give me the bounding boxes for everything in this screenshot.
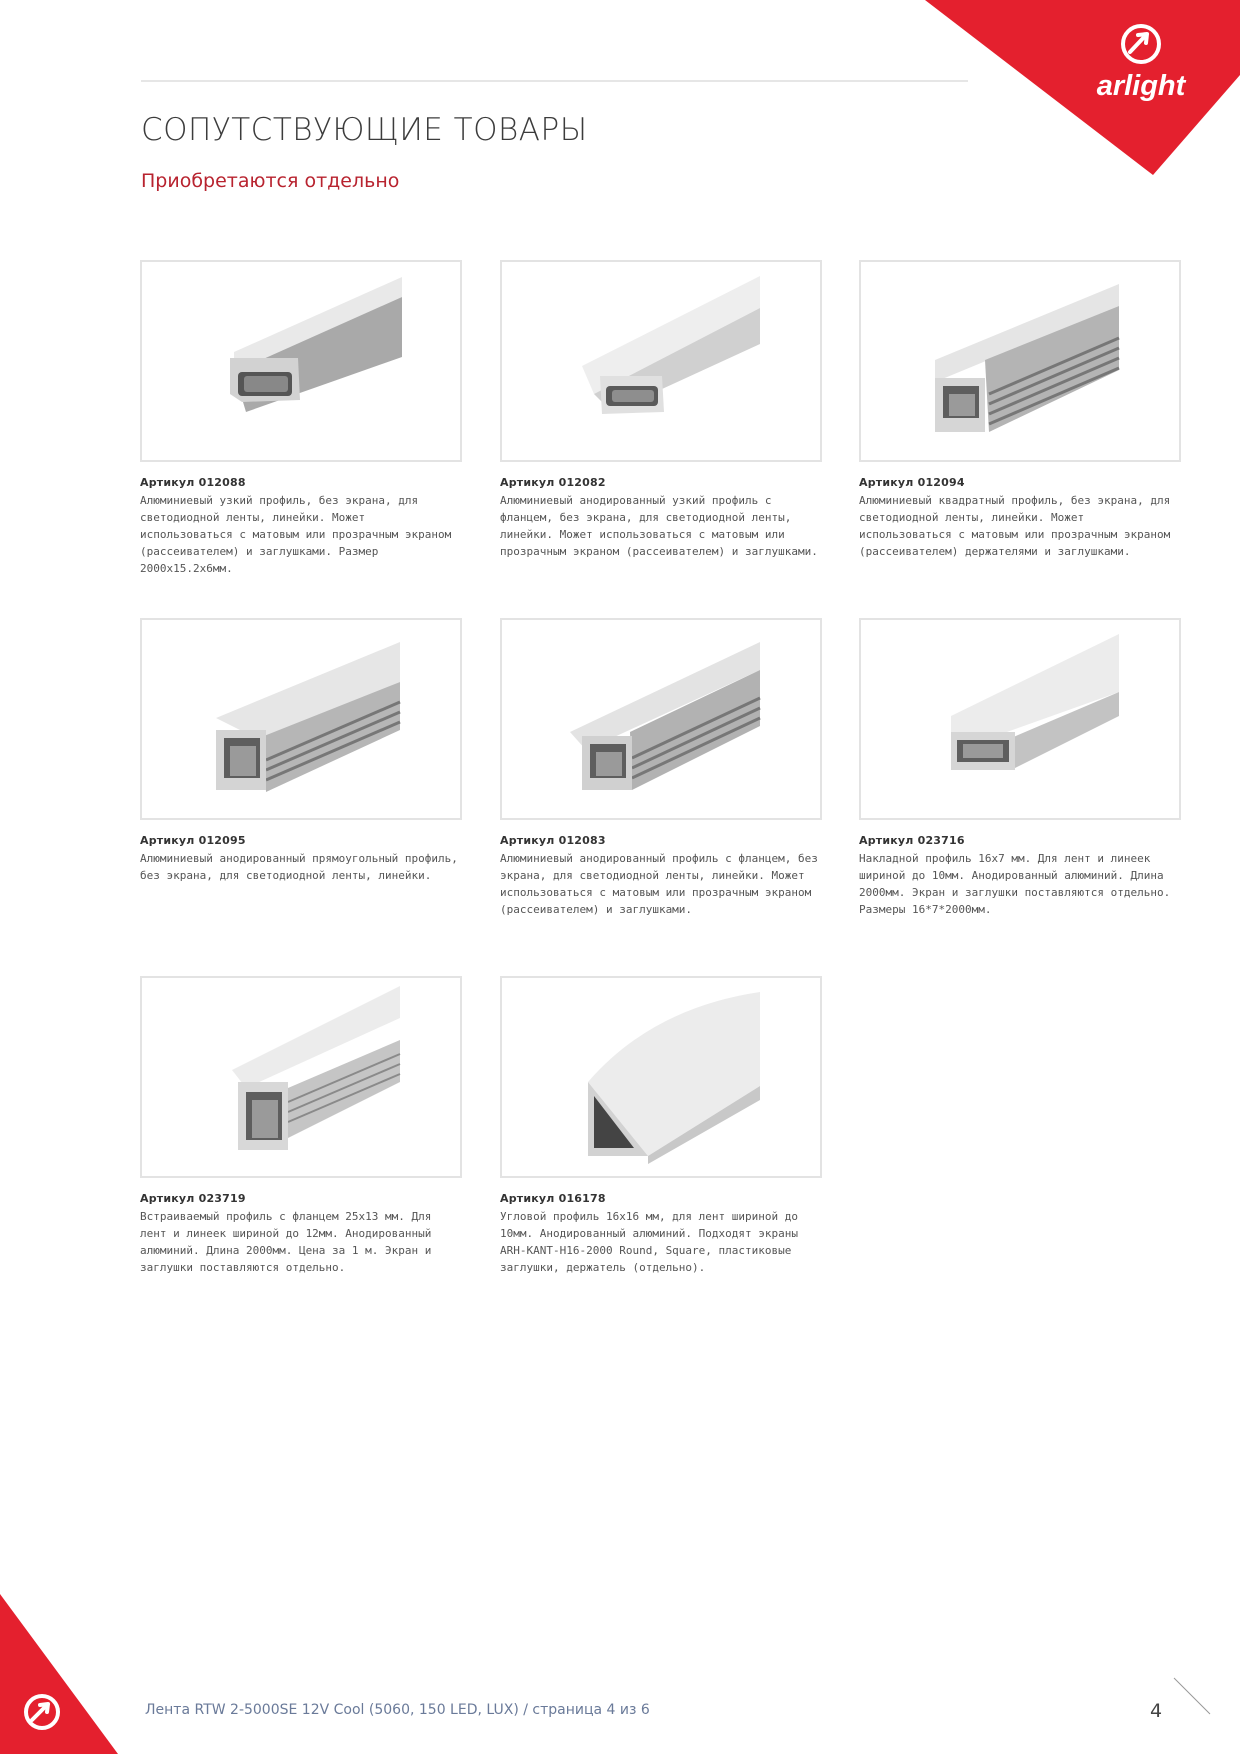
product-card (500, 976, 822, 1276)
profile-image (502, 620, 820, 818)
product-card (859, 618, 1181, 918)
product-sku: Артикул 012088 (140, 476, 246, 489)
profile-image (502, 262, 820, 460)
product-sku: Артикул 012094 (859, 476, 965, 489)
footer-document-info: Лента RTW 2-5000SE 12V Cool (5060, 150 LED, LUX) / страница 4 из 6 (145, 1702, 650, 1718)
product-image-frame (859, 618, 1181, 820)
product-sku: Артикул 023719 (140, 1192, 246, 1205)
product-card (140, 976, 462, 1276)
product-image-frame (500, 976, 822, 1178)
product-description: Накладной профиль 16x7 мм. Для лент и линеек шириной до 10мм. Анодированный алюминий. Длина 2000мм. Экран и заглушки поставляются отдельно. Размеры 16*7*2000мм. (859, 852, 1171, 916)
profile-image (142, 620, 460, 818)
product-image-frame (140, 260, 462, 462)
product-image-frame (140, 618, 462, 820)
product-sku: Артикул 012095 (140, 834, 246, 847)
product-description: Встраиваемый профиль с фланцем 25x13 мм. Для лент и линеек шириной до 12мм. Анодированный алюминий. Длина 2000мм. Цена за 1 м. Экран и заглушки поставляются отдельно. (140, 1210, 432, 1274)
product-sku: Артикул 016178 (500, 1192, 606, 1205)
profile-image (861, 620, 1179, 818)
profile-image (502, 978, 820, 1176)
product-image-frame (140, 976, 462, 1178)
product-description: Алюминиевый анодированный узкий профиль с фланцем, без экрана, для светодиодной ленты, линейки. Может использоваться с матовым или прозрачным экраном (рассеивателем) и заглушками. (500, 494, 818, 558)
product-description: Алюминиевый узкий профиль, без экрана, для светодиодной ленты, линейки. Может использоваться с матовым или прозрачным экраном (рассеивателем) и заглушками. Размер 2000x15.2x6мм. (140, 494, 452, 575)
top-divider (141, 80, 968, 82)
page-title: СОПУТСТВУЮЩИЕ ТОВАРЫ (141, 112, 588, 148)
brand-corner-top (925, 0, 1240, 180)
product-sku: Артикул 012083 (500, 834, 606, 847)
brand-name: arlight (1096, 70, 1186, 102)
product-card (140, 260, 462, 577)
page-subtitle: Приобретаются отдельно (141, 170, 400, 192)
profile-image (861, 262, 1179, 460)
product-card (859, 260, 1181, 560)
product-card (500, 618, 822, 918)
brand-corner-bottom (0, 1594, 120, 1754)
product-image-frame (500, 260, 822, 462)
page-number-slash (1172, 1676, 1212, 1716)
product-description: Алюминиевый анодированный прямоугольный профиль, без экрана, для светодиодной ленты, линейки. (140, 852, 458, 882)
product-card (500, 260, 822, 560)
product-description: Алюминиевый анодированный профиль с фланцем, без экрана, для светодиодной ленты, линейки. Может использоваться с матовым или прозрачным экраном (рассеивателем) и заглушками. (500, 852, 818, 916)
product-card (140, 618, 462, 884)
product-image-frame (500, 618, 822, 820)
product-description: Угловой профиль 16x16 мм, для лент шириной до 10мм. Анодированный алюминий. Подходят экраны ARH-KANT-H16-2000 Round, Square, пластиковые заглушки, держатель (отдельно). (500, 1210, 799, 1274)
product-sku: Артикул 023716 (859, 834, 965, 847)
product-description: Алюминиевый квадратный профиль, без экрана, для светодиодной ленты, линейки. Может использоваться с матовым или прозрачным экраном (рассеивателем) держателями и заглушками. (859, 494, 1171, 558)
profile-image (142, 978, 460, 1176)
profile-image (142, 262, 460, 460)
product-sku: Артикул 012082 (500, 476, 606, 489)
page-number: 4 (1150, 1700, 1163, 1722)
product-image-frame (859, 260, 1181, 462)
